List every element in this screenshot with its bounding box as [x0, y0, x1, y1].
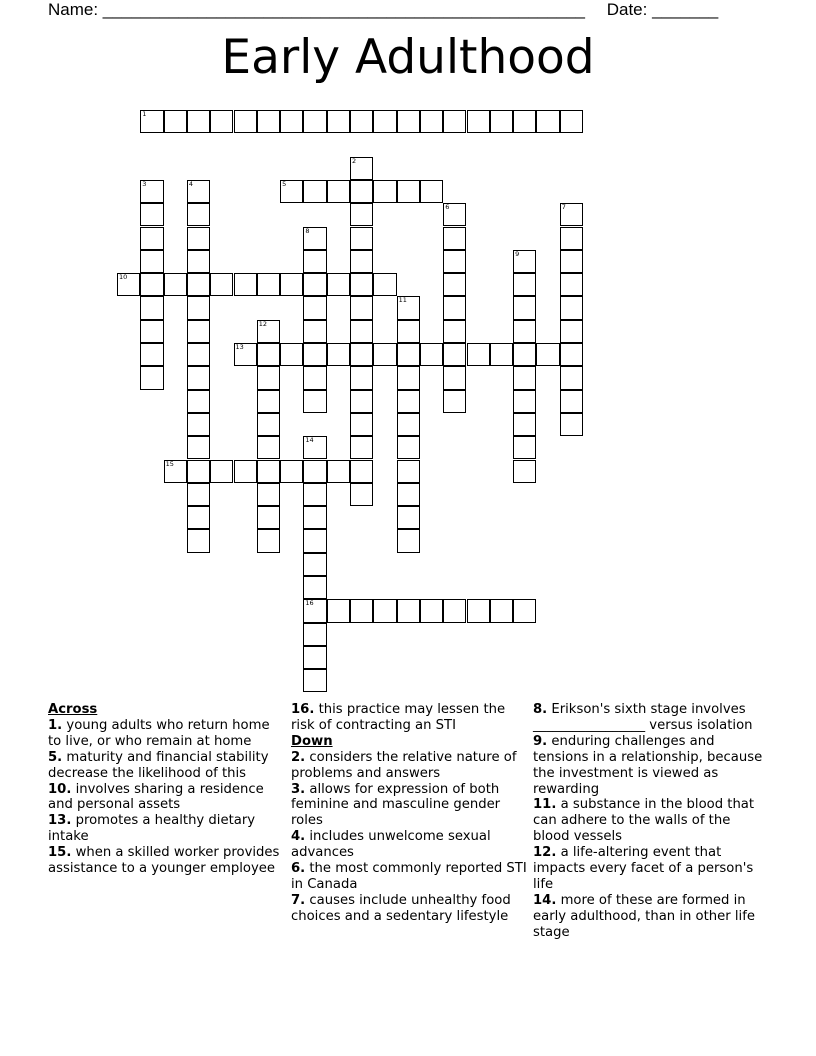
grid-cell[interactable] — [560, 296, 583, 319]
clue-down-6: 6. the most commonly reported STI in Canada — [291, 861, 527, 892]
grid-cell[interactable] — [350, 273, 373, 296]
grid-cell[interactable] — [560, 413, 583, 436]
clues-column-2 — [291, 702, 527, 925]
grid-cell[interactable] — [560, 203, 583, 226]
grid-cell[interactable] — [257, 390, 280, 413]
grid-cell[interactable] — [397, 110, 420, 133]
clue-number: 16 — [305, 599, 314, 608]
grid-cell[interactable] — [373, 180, 396, 203]
grid-cell[interactable] — [280, 460, 303, 483]
grid-cell[interactable] — [350, 366, 373, 389]
grid-cell[interactable] — [513, 320, 536, 343]
grid-cell[interactable] — [234, 460, 257, 483]
grid-cell[interactable] — [560, 273, 583, 296]
clue-number: 5 — [282, 179, 287, 188]
clue-across-5: 5. maturity and financial stability decrease the likelihood of this — [48, 749, 269, 781]
grid-cell[interactable] — [140, 343, 163, 366]
grid-cell[interactable] — [420, 343, 443, 366]
grid-cell[interactable] — [373, 599, 396, 622]
grid-cell[interactable] — [303, 506, 326, 529]
grid-cell[interactable] — [513, 110, 536, 133]
grid-cell[interactable] — [560, 227, 583, 250]
grid-cell[interactable] — [234, 110, 257, 133]
grid-cell[interactable] — [467, 110, 490, 133]
grid-cell[interactable] — [303, 227, 326, 250]
grid-cell[interactable] — [373, 273, 396, 296]
grid-cell[interactable] — [140, 250, 163, 273]
grid-cell[interactable] — [490, 599, 513, 622]
grid-cell[interactable] — [443, 273, 466, 296]
grid-cell[interactable] — [350, 390, 373, 413]
grid-cell[interactable] — [350, 296, 373, 319]
grid-cell[interactable] — [187, 296, 210, 319]
grid-cell[interactable] — [350, 483, 373, 506]
grid-cell[interactable] — [140, 366, 163, 389]
grid-cell[interactable] — [397, 483, 420, 506]
clue-number: 10 — [119, 273, 128, 282]
down-heading: Down — [291, 733, 333, 749]
grid-cell[interactable] — [187, 506, 210, 529]
grid-cell[interactable] — [164, 273, 187, 296]
grid-cell[interactable] — [303, 669, 326, 692]
grid-cell[interactable] — [560, 343, 583, 366]
grid-cell[interactable] — [140, 227, 163, 250]
clue-down-3: 3. allows for expression of both feminine and masculine gender roles — [291, 781, 501, 829]
clue-number: 11 — [398, 296, 407, 305]
grid-cell[interactable] — [164, 460, 187, 483]
grid-cell[interactable] — [257, 110, 280, 133]
grid-cell[interactable] — [397, 506, 420, 529]
clue-number: 8 — [305, 226, 310, 235]
grid-cell[interactable] — [303, 250, 326, 273]
grid-cell[interactable] — [443, 296, 466, 319]
grid-cell[interactable] — [187, 227, 210, 250]
grid-cell[interactable] — [350, 250, 373, 273]
grid-cell[interactable] — [350, 320, 373, 343]
grid-cell[interactable] — [117, 273, 140, 296]
clue-across-15: 15. when a skilled worker provides assistance to a younger employee — [48, 845, 280, 877]
grid-cell[interactable] — [373, 343, 396, 366]
grid-cell[interactable] — [303, 483, 326, 506]
clue-number: 4 — [188, 179, 194, 188]
date-label: Date: _______ — [606, 0, 719, 19]
grid-cell[interactable] — [397, 296, 420, 319]
clue-number: 2 — [352, 156, 357, 165]
grid-cell[interactable] — [303, 320, 326, 343]
grid-cell[interactable] — [303, 110, 326, 133]
clue-down-7: 7. causes include unhealthy food choices and a sedentary lifestyle — [291, 892, 511, 924]
clue-down-8: 8. Erikson's sixth stage involves _________________ versus isolation — [533, 702, 753, 733]
grid-cell[interactable] — [187, 343, 210, 366]
clue-number: 7 — [561, 203, 566, 212]
grid-cell[interactable] — [303, 623, 326, 646]
grid-cell[interactable] — [187, 273, 210, 296]
grid-cell[interactable] — [303, 599, 326, 622]
grid-cell[interactable] — [187, 250, 210, 273]
grid-cell[interactable] — [513, 250, 536, 273]
clues-column-3 — [533, 702, 769, 941]
grid-cell[interactable] — [513, 413, 536, 436]
grid-cell[interactable] — [350, 180, 373, 203]
grid-cell[interactable] — [350, 157, 373, 180]
grid-cell[interactable] — [560, 390, 583, 413]
grid-cell[interactable] — [350, 413, 373, 436]
grid-cell[interactable] — [443, 203, 466, 226]
grid-cell[interactable] — [257, 273, 280, 296]
grid-cell[interactable] — [140, 110, 163, 133]
grid-cell[interactable] — [443, 366, 466, 389]
grid-cell[interactable] — [513, 366, 536, 389]
clue-down-11: 11. a substance in the blood that can adhere to the walls of the blood vessels — [533, 797, 755, 845]
grid-cell[interactable] — [303, 646, 326, 669]
grid-cell[interactable] — [140, 320, 163, 343]
grid-cell[interactable] — [303, 343, 326, 366]
grid-cell[interactable] — [513, 436, 536, 459]
grid-cell[interactable] — [467, 599, 490, 622]
grid-cell[interactable] — [140, 203, 163, 226]
grid-cell[interactable] — [513, 599, 536, 622]
grid-cell[interactable] — [257, 343, 280, 366]
grid-cell[interactable] — [327, 599, 350, 622]
grid-cell[interactable] — [397, 390, 420, 413]
grid-cell[interactable] — [257, 320, 280, 343]
grid-cell[interactable] — [560, 110, 583, 133]
grid-cell[interactable] — [513, 296, 536, 319]
grid-cell[interactable] — [513, 273, 536, 296]
grid-cell[interactable] — [257, 460, 280, 483]
grid-cell[interactable] — [373, 110, 396, 133]
grid-cell[interactable] — [187, 483, 210, 506]
grid-cell[interactable] — [210, 110, 233, 133]
grid-cell[interactable] — [397, 320, 420, 343]
grid-cell[interactable] — [327, 343, 350, 366]
clue-across-1: 1. young adults who return home to live, or who remain at home — [48, 717, 270, 749]
clue-number: 6 — [445, 203, 450, 212]
clue-down-2: 2. considers the relative nature of problems and answers — [291, 749, 517, 781]
grid-cell[interactable] — [397, 436, 420, 459]
clues-column-1 — [48, 702, 284, 877]
grid-cell[interactable] — [443, 320, 466, 343]
grid-cell[interactable] — [257, 366, 280, 389]
grid-cell[interactable] — [164, 110, 187, 133]
grid-cell[interactable] — [140, 180, 163, 203]
grid-cell[interactable] — [303, 180, 326, 203]
grid-cell[interactable] — [397, 599, 420, 622]
grid-cell[interactable] — [467, 343, 490, 366]
grid-cell[interactable] — [397, 460, 420, 483]
grid-cell[interactable] — [560, 250, 583, 273]
grid-cell[interactable] — [397, 366, 420, 389]
grid-cell[interactable] — [303, 273, 326, 296]
grid-cell[interactable] — [187, 180, 210, 203]
grid-cell[interactable] — [187, 390, 210, 413]
grid-cell[interactable] — [187, 413, 210, 436]
across-heading: Across — [48, 702, 98, 717]
name-label: Name: ___________________________________________________ — [48, 0, 585, 19]
grid-cell[interactable] — [280, 273, 303, 296]
grid-cell[interactable] — [140, 296, 163, 319]
clue-across-13: 13. promotes a healthy dietary intake — [48, 813, 256, 845]
grid-cell[interactable] — [420, 110, 443, 133]
grid-cell[interactable] — [140, 273, 163, 296]
grid-cell[interactable] — [210, 273, 233, 296]
grid-cell[interactable] — [350, 460, 373, 483]
grid-cell[interactable] — [327, 180, 350, 203]
grid-cell[interactable] — [280, 343, 303, 366]
grid-cell[interactable] — [257, 436, 280, 459]
clue-across-16: 16. this practice may lessen the risk of contracting an STI — [291, 702, 506, 733]
grid-cell[interactable] — [443, 110, 466, 133]
clue-down-9: 9. enduring challenges and tensions in a relationship, because the investment is viewed as rewarding — [533, 733, 763, 797]
grid-cell[interactable] — [350, 227, 373, 250]
grid-cell[interactable] — [303, 576, 326, 599]
grid-cell[interactable] — [303, 296, 326, 319]
grid-cell[interactable] — [513, 390, 536, 413]
grid-cell[interactable] — [397, 180, 420, 203]
grid-cell[interactable] — [397, 413, 420, 436]
grid-cell[interactable] — [443, 250, 466, 273]
grid-cell[interactable] — [350, 436, 373, 459]
grid-cell[interactable] — [234, 273, 257, 296]
grid-cell[interactable] — [560, 366, 583, 389]
grid-cell[interactable] — [257, 483, 280, 506]
grid-cell[interactable] — [187, 460, 210, 483]
grid-cell[interactable] — [303, 436, 326, 459]
page-title: Early Adulthood — [221, 30, 595, 85]
grid-cell[interactable] — [280, 180, 303, 203]
clue-number: 12 — [258, 319, 268, 328]
grid-cell[interactable] — [303, 366, 326, 389]
grid-cell[interactable] — [187, 436, 210, 459]
clue-number: 15 — [165, 459, 174, 468]
grid-cell[interactable] — [420, 599, 443, 622]
grid-cell[interactable] — [513, 460, 536, 483]
clue-down-12: 12. a life-altering event that impacts every facet of a person's life — [533, 845, 754, 892]
clue-down-14: 14. more of these are formed in early adulthood, than in other life stage — [533, 892, 755, 940]
grid-cell[interactable] — [327, 273, 350, 296]
grid-cell[interactable] — [187, 320, 210, 343]
grid-cell[interactable] — [280, 110, 303, 133]
grid-cell[interactable] — [303, 460, 326, 483]
grid-cell[interactable] — [536, 343, 559, 366]
grid-cell[interactable] — [303, 529, 326, 552]
grid-cell[interactable] — [536, 110, 559, 133]
grid-cell[interactable] — [443, 343, 466, 366]
grid-cell[interactable] — [257, 529, 280, 552]
grid-cell[interactable] — [350, 110, 373, 133]
grid-cell[interactable] — [490, 343, 513, 366]
grid-cell[interactable] — [303, 553, 326, 576]
grid-cell[interactable] — [443, 227, 466, 250]
grid-cell[interactable] — [443, 390, 466, 413]
grid-cell[interactable] — [513, 343, 536, 366]
grid-cell[interactable] — [350, 343, 373, 366]
grid-cell[interactable] — [327, 460, 350, 483]
grid-cell[interactable] — [350, 203, 373, 226]
grid-cell[interactable] — [397, 529, 420, 552]
grid-cell[interactable] — [443, 599, 466, 622]
grid-cell[interactable] — [327, 110, 350, 133]
grid-cell[interactable] — [397, 343, 420, 366]
grid-cell[interactable] — [420, 180, 443, 203]
grid-cell[interactable] — [350, 599, 373, 622]
clue-across-10: 10. involves sharing a residence and personal assets — [48, 781, 264, 813]
clue-number: 1 — [142, 110, 147, 118]
grid-cell[interactable] — [187, 529, 210, 552]
grid-cell[interactable] — [560, 320, 583, 343]
grid-cell[interactable] — [303, 390, 326, 413]
clue-number: 3 — [142, 179, 147, 188]
grid-cell[interactable] — [490, 110, 513, 133]
grid-cell[interactable] — [257, 506, 280, 529]
grid-cell[interactable] — [187, 366, 210, 389]
clue-number: 13 — [235, 343, 244, 351]
clue-down-4: 4. includes unwelcome sexual advances — [291, 829, 491, 861]
clue-number: 14 — [305, 436, 314, 445]
grid-cell[interactable] — [257, 413, 280, 436]
grid-cell[interactable] — [210, 460, 233, 483]
grid-cell[interactable] — [187, 110, 210, 133]
grid-cell[interactable] — [187, 203, 210, 226]
grid-cell[interactable] — [234, 343, 257, 366]
clue-number: 9 — [515, 249, 520, 258]
